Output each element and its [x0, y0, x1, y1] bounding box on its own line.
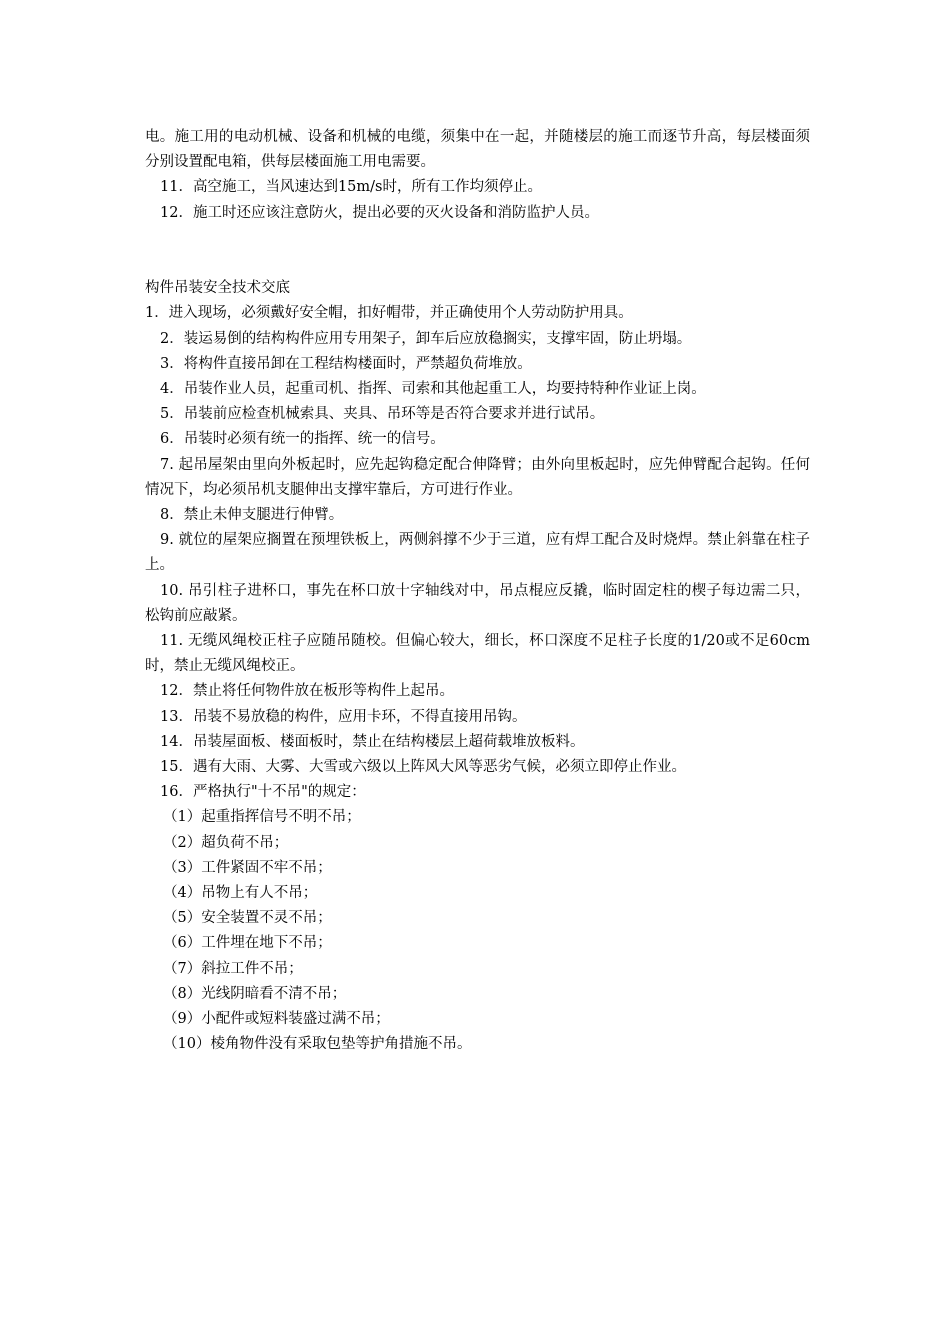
intro-item-12: 12．施工时还应该注意防火，提出必要的灭火设备和消防监护人员。: [160, 204, 599, 221]
rule-item-3: （3）工件紧固不牢不吊；: [163, 859, 332, 876]
rule-item-2: （2）超负荷不吊；: [163, 834, 289, 851]
section-item-1: 1．进入现场，必须戴好安全帽，扣好帽带，并正确使用个人劳动防护用具。: [145, 305, 633, 322]
section-item-4: 4．吊装作业人员，起重司机、指挥、司索和其他起重工人，均要持特种作业证上岗。: [160, 381, 706, 398]
rule-item-8: （8）光线阴暗看不清不吊；: [163, 985, 347, 1002]
rule-item-5: （5）安全装置不灵不吊；: [163, 910, 332, 927]
section-item-16: 16．严格执行"十不吊"的规定：: [160, 784, 366, 801]
section-item-11: 11. 无缆风绳校正柱子应随吊随校。但偏心较大，细长，杯口深度不足柱子长度的1/20或不足60cm时，禁止无缆风绳校正。: [145, 633, 810, 675]
section-item-5: 5．吊装前应检查机械索具、夹具、吊环等是否符合要求并进行试吊。: [160, 406, 605, 423]
section-gap: [145, 226, 810, 276]
section-item-6: 6．吊装时必须有统一的指挥、统一的信号。: [160, 431, 445, 448]
rule-item-4: （4）吊物上有人不吊；: [163, 885, 318, 902]
section-item-10: 10. 吊引柱子进杯口，事先在杯口放十字轴线对中，吊点棍应反撬，临时固定柱的楔子每边需二只，松钩前应敲紧。: [145, 582, 810, 624]
section-item-2: 2．装运易倒的结构构件应用专用架子，卸车后应放稳搁实，支撑牢固，防止坍塌。: [160, 330, 692, 347]
rule-item-6: （6）工件埋在地下不吊；: [163, 935, 332, 952]
section-item-7: 7. 起吊屋架由里向外板起时，应先起钩稳定配合伸降臂；由外向里板起时，应先伸臂配合起钩。任何情况下，均必须吊机支腿伸出支撑牢靠后，方可进行作业。: [145, 456, 810, 498]
section-item-9: 9. 就位的屋架应搁置在预埋铁板上，两侧斜撑不少于三道，应有焊工配合及时烧焊。禁止斜靠在柱子上。: [145, 532, 810, 574]
intro-continuation: 电。施工用的电动机械、设备和机械的电缆，须集中在一起，并随楼层的施工而逐节升高，每层楼面须分别设置配电箱，供每层楼面施工用电需要。: [145, 129, 810, 171]
section-item-12: 12．禁止将任何物件放在板形等构件上起吊。: [160, 683, 454, 700]
rule-item-9: （9）小配件或短料装盛过满不吊；: [163, 1011, 390, 1028]
intro-item-11: 11．高空施工，当风速达到15m/s时，所有工作均须停止。: [160, 179, 542, 196]
section-item-15: 15．遇有大雨、大雾、大雪或六级以上阵风大风等恶劣气候，必须立即停止作业。: [160, 759, 686, 776]
rule-item-1: （1）起重指挥信号不明不吊；: [163, 809, 361, 826]
rule-item-7: （7）斜拉工件不吊；: [163, 960, 303, 977]
section-item-8: 8．禁止未伸支腿进行伸臂。: [160, 507, 344, 524]
section-title: 构件吊装安全技术交底: [145, 280, 290, 297]
document-body: [145, 125, 810, 1058]
rule-item-10: （10）棱角物件没有采取包垫等护角措施不吊。: [163, 1036, 472, 1053]
section-item-3: 3．将构件直接吊卸在工程结构楼面时，严禁超负荷堆放。: [160, 355, 532, 372]
section-item-13: 13．吊装不易放稳的构件，应用卡环，不得直接用吊钩。: [160, 708, 527, 725]
section-item-14: 14．吊装屋面板、楼面板时，禁止在结构楼层上超荷载堆放板料。: [160, 733, 585, 750]
